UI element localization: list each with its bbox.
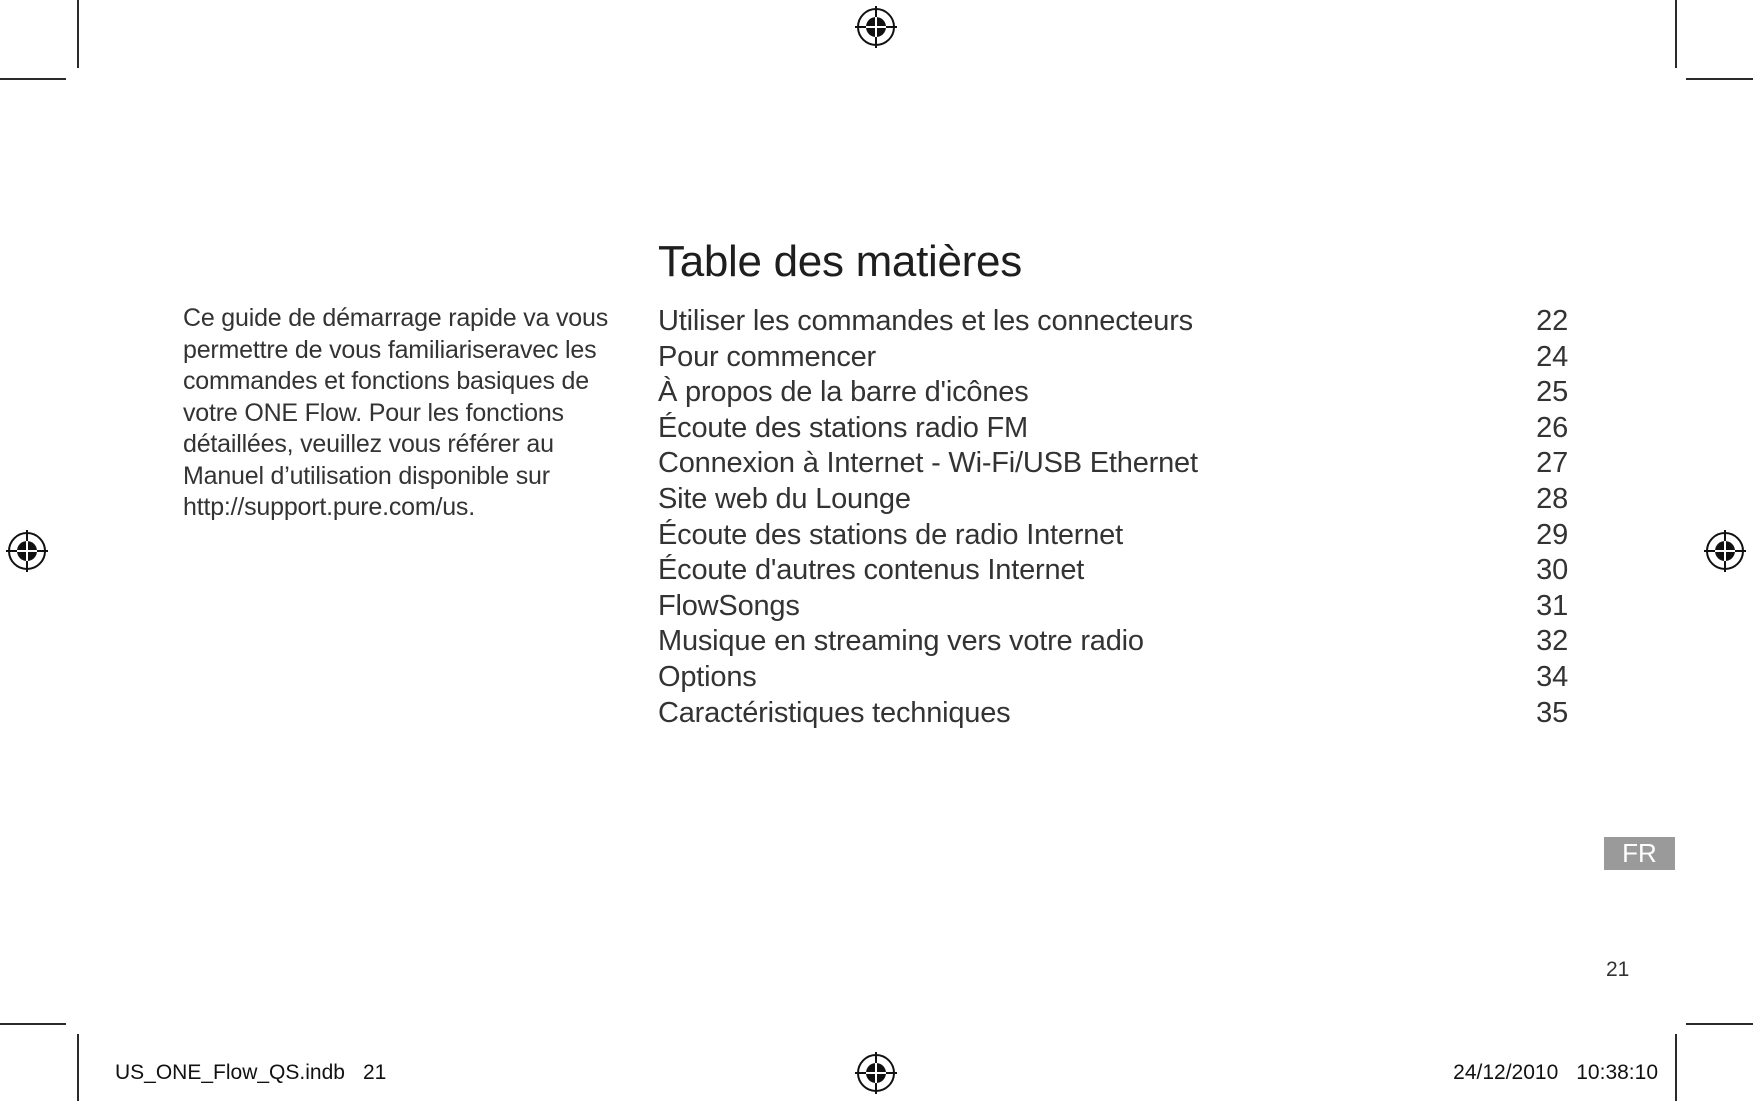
slug-date: 24/12/2010 bbox=[1453, 1061, 1559, 1084]
toc-entry bbox=[658, 553, 1568, 589]
toc-entry-page: 31 bbox=[1536, 589, 1568, 622]
registration-mark-icon bbox=[855, 1052, 897, 1094]
toc-list bbox=[658, 304, 1568, 731]
language-badge: FR bbox=[1604, 837, 1675, 870]
toc-entry bbox=[658, 589, 1568, 625]
toc-entry-label: Site web du Lounge bbox=[658, 482, 911, 515]
toc-entry-page: 34 bbox=[1536, 660, 1568, 693]
toc-entry-page: 24 bbox=[1536, 340, 1568, 373]
toc-entry-label: Écoute des stations radio FM bbox=[658, 411, 1028, 444]
crop-mark-top-right-horizontal bbox=[1686, 78, 1753, 80]
crop-mark-top-right-vertical bbox=[1675, 0, 1677, 68]
toc-entry bbox=[658, 518, 1568, 554]
crop-mark-bottom-right-vertical bbox=[1675, 1034, 1677, 1101]
slug-file-info bbox=[115, 1060, 386, 1086]
toc-entry bbox=[658, 624, 1568, 660]
toc-entry bbox=[658, 375, 1568, 411]
toc-entry-page: 28 bbox=[1536, 482, 1568, 515]
toc-entry-label: Pour commencer bbox=[658, 340, 876, 373]
toc-entry-page: 30 bbox=[1536, 554, 1568, 587]
toc-entry bbox=[658, 340, 1568, 376]
slug-file-page: 21 bbox=[362, 1061, 387, 1084]
toc-entry-label: Utiliser les commandes et les connecteurs bbox=[658, 305, 1193, 337]
toc-entry-label: Musique en streaming vers votre radio bbox=[658, 625, 1144, 658]
registration-mark-icon bbox=[1704, 530, 1746, 572]
toc-entry-label: Caractéristiques techniques bbox=[658, 696, 1011, 729]
toc-entry-label: Écoute des stations de radio Internet bbox=[658, 518, 1123, 551]
toc-entry-label: Options bbox=[658, 660, 757, 693]
toc-entry bbox=[658, 411, 1568, 447]
toc-entry-label: À propos de la barre d'icônes bbox=[658, 376, 1029, 409]
toc-entry-label: FlowSongs bbox=[658, 589, 800, 622]
crop-mark-top-left-horizontal bbox=[0, 78, 66, 80]
crop-mark-top-left-vertical bbox=[77, 0, 79, 68]
toc-entry-page: 27 bbox=[1536, 447, 1568, 480]
toc-entry-page: 32 bbox=[1536, 625, 1568, 658]
slug-timestamp bbox=[1453, 1060, 1658, 1086]
page-number: 21 bbox=[1606, 958, 1630, 981]
toc-entry-page: 25 bbox=[1536, 376, 1568, 409]
intro-paragraph: Ce guide de démarrage rapide va vous permettre de vous familiariseravec les commandes et fonctions basiques de votre ONE Flow. Pour les fonctions détaillées, veuillez vous référer au Manuel d’utilisation disponible sur http://support.pure.com/us. bbox=[183, 304, 609, 521]
toc-entry bbox=[658, 660, 1568, 696]
slug-time: 10:38:10 bbox=[1576, 1061, 1658, 1084]
toc-entry bbox=[658, 446, 1568, 482]
toc-entry-page: 35 bbox=[1536, 696, 1568, 729]
toc-entry bbox=[658, 482, 1568, 518]
registration-mark-icon bbox=[6, 530, 48, 572]
toc-entry-page: 22 bbox=[1536, 305, 1568, 337]
slug-file-name: US_ONE_Flow_QS.indb bbox=[115, 1061, 345, 1084]
crop-mark-bottom-right-horizontal bbox=[1686, 1023, 1753, 1025]
toc-title: Table des matières bbox=[658, 237, 1022, 286]
toc-entry bbox=[658, 696, 1568, 732]
registration-mark-icon bbox=[855, 6, 897, 48]
toc-entry-page: 26 bbox=[1536, 411, 1568, 444]
crop-mark-bottom-left-vertical bbox=[77, 1034, 79, 1101]
crop-mark-bottom-left-horizontal bbox=[0, 1023, 66, 1025]
toc-entry-label: Écoute d'autres contenus Internet bbox=[658, 554, 1085, 587]
toc-entry-page: 29 bbox=[1536, 518, 1568, 551]
toc-entry-label: Connexion à Internet - Wi-Fi/USB Ethernet bbox=[658, 447, 1198, 480]
toc-entry bbox=[658, 304, 1568, 340]
